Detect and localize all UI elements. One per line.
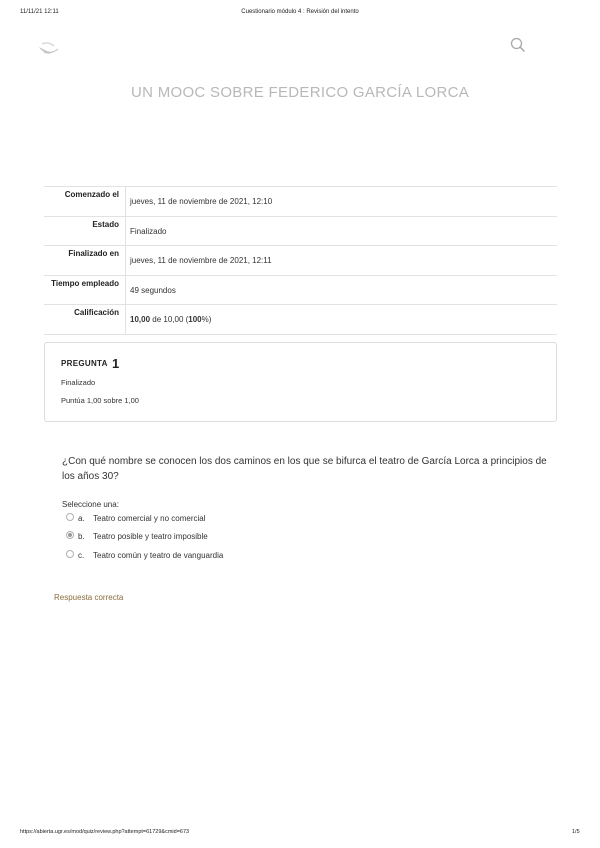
- grade-close: %): [201, 315, 212, 324]
- print-page-title: Cuestionario módulo 4 : Revisión del intento: [241, 9, 359, 15]
- answer-option-a[interactable]: [66, 514, 205, 526]
- question-text: ¿Con qué nombre se conocen los dos caminos en los que se bifurca el teatro de García Lorca a principios de los años 30?: [62, 456, 547, 482]
- question-grade: Puntúa 1,00 sobre 1,00: [61, 396, 139, 405]
- summary-value: jueves, 11 de noviembre de 2021, 12:10: [126, 187, 558, 217]
- grade-percent: 100: [188, 315, 202, 324]
- answer-option-b[interactable]: [66, 532, 208, 544]
- question-label: PREGUNTA: [61, 359, 108, 368]
- answer-prompt: Seleccione una:: [62, 500, 119, 509]
- summary-label: Estado: [92, 219, 119, 229]
- search-icon[interactable]: [510, 37, 526, 53]
- answer-text: Teatro común y teatro de vanguardia: [93, 551, 224, 560]
- radio-checked-icon[interactable]: [66, 531, 74, 539]
- print-datetime: 11/11/21 12:11: [20, 9, 59, 15]
- print-url: https://abierta.ugr.es/mod/quiz/review.php?attempt=61729&cmid=673: [20, 829, 190, 835]
- question-state: Finalizado: [61, 378, 96, 387]
- summary-row-grade: [44, 305, 557, 335]
- attempt-summary-table: [44, 186, 557, 335]
- radio-unchecked-icon[interactable]: [66, 513, 74, 521]
- answer-feedback: Respuesta correcta: [54, 593, 124, 602]
- question-number: 1: [112, 356, 120, 371]
- answer-letter: b.: [78, 532, 85, 541]
- radio-unchecked-icon[interactable]: [66, 550, 74, 558]
- print-page-number: 1/5: [572, 829, 580, 835]
- summary-label: Finalizado en: [68, 249, 119, 258]
- summary-label: Tiempo empleado: [51, 278, 119, 288]
- summary-row-started: [44, 187, 557, 217]
- answer-text: Teatro posible y teatro imposible: [93, 532, 208, 541]
- summary-row-time: [44, 275, 557, 305]
- summary-value: 49 segundos: [126, 275, 558, 305]
- summary-row-finished: [44, 246, 557, 276]
- answer-letter: c.: [78, 551, 85, 560]
- summary-label: Calificación: [74, 308, 119, 317]
- grade-score: 10,00: [130, 315, 151, 324]
- summary-label: Comenzado el: [64, 190, 119, 199]
- answer-text: Teatro comercial y no comercial: [93, 514, 206, 523]
- question-info-box: [44, 342, 557, 422]
- logo-icon[interactable]: [36, 38, 62, 58]
- summary-grade-value: [126, 305, 558, 335]
- grade-of: de 10,00 (: [150, 315, 189, 324]
- answer-letter: a.: [78, 514, 85, 523]
- summary-value: jueves, 11 de noviembre de 2021, 12:11: [126, 246, 558, 276]
- site-title: UN MOOC SOBRE FEDERICO GARCÍA LORCA: [130, 84, 470, 101]
- summary-value: Finalizado: [126, 216, 558, 246]
- summary-row-state: [44, 216, 557, 246]
- answer-option-c[interactable]: [66, 551, 223, 563]
